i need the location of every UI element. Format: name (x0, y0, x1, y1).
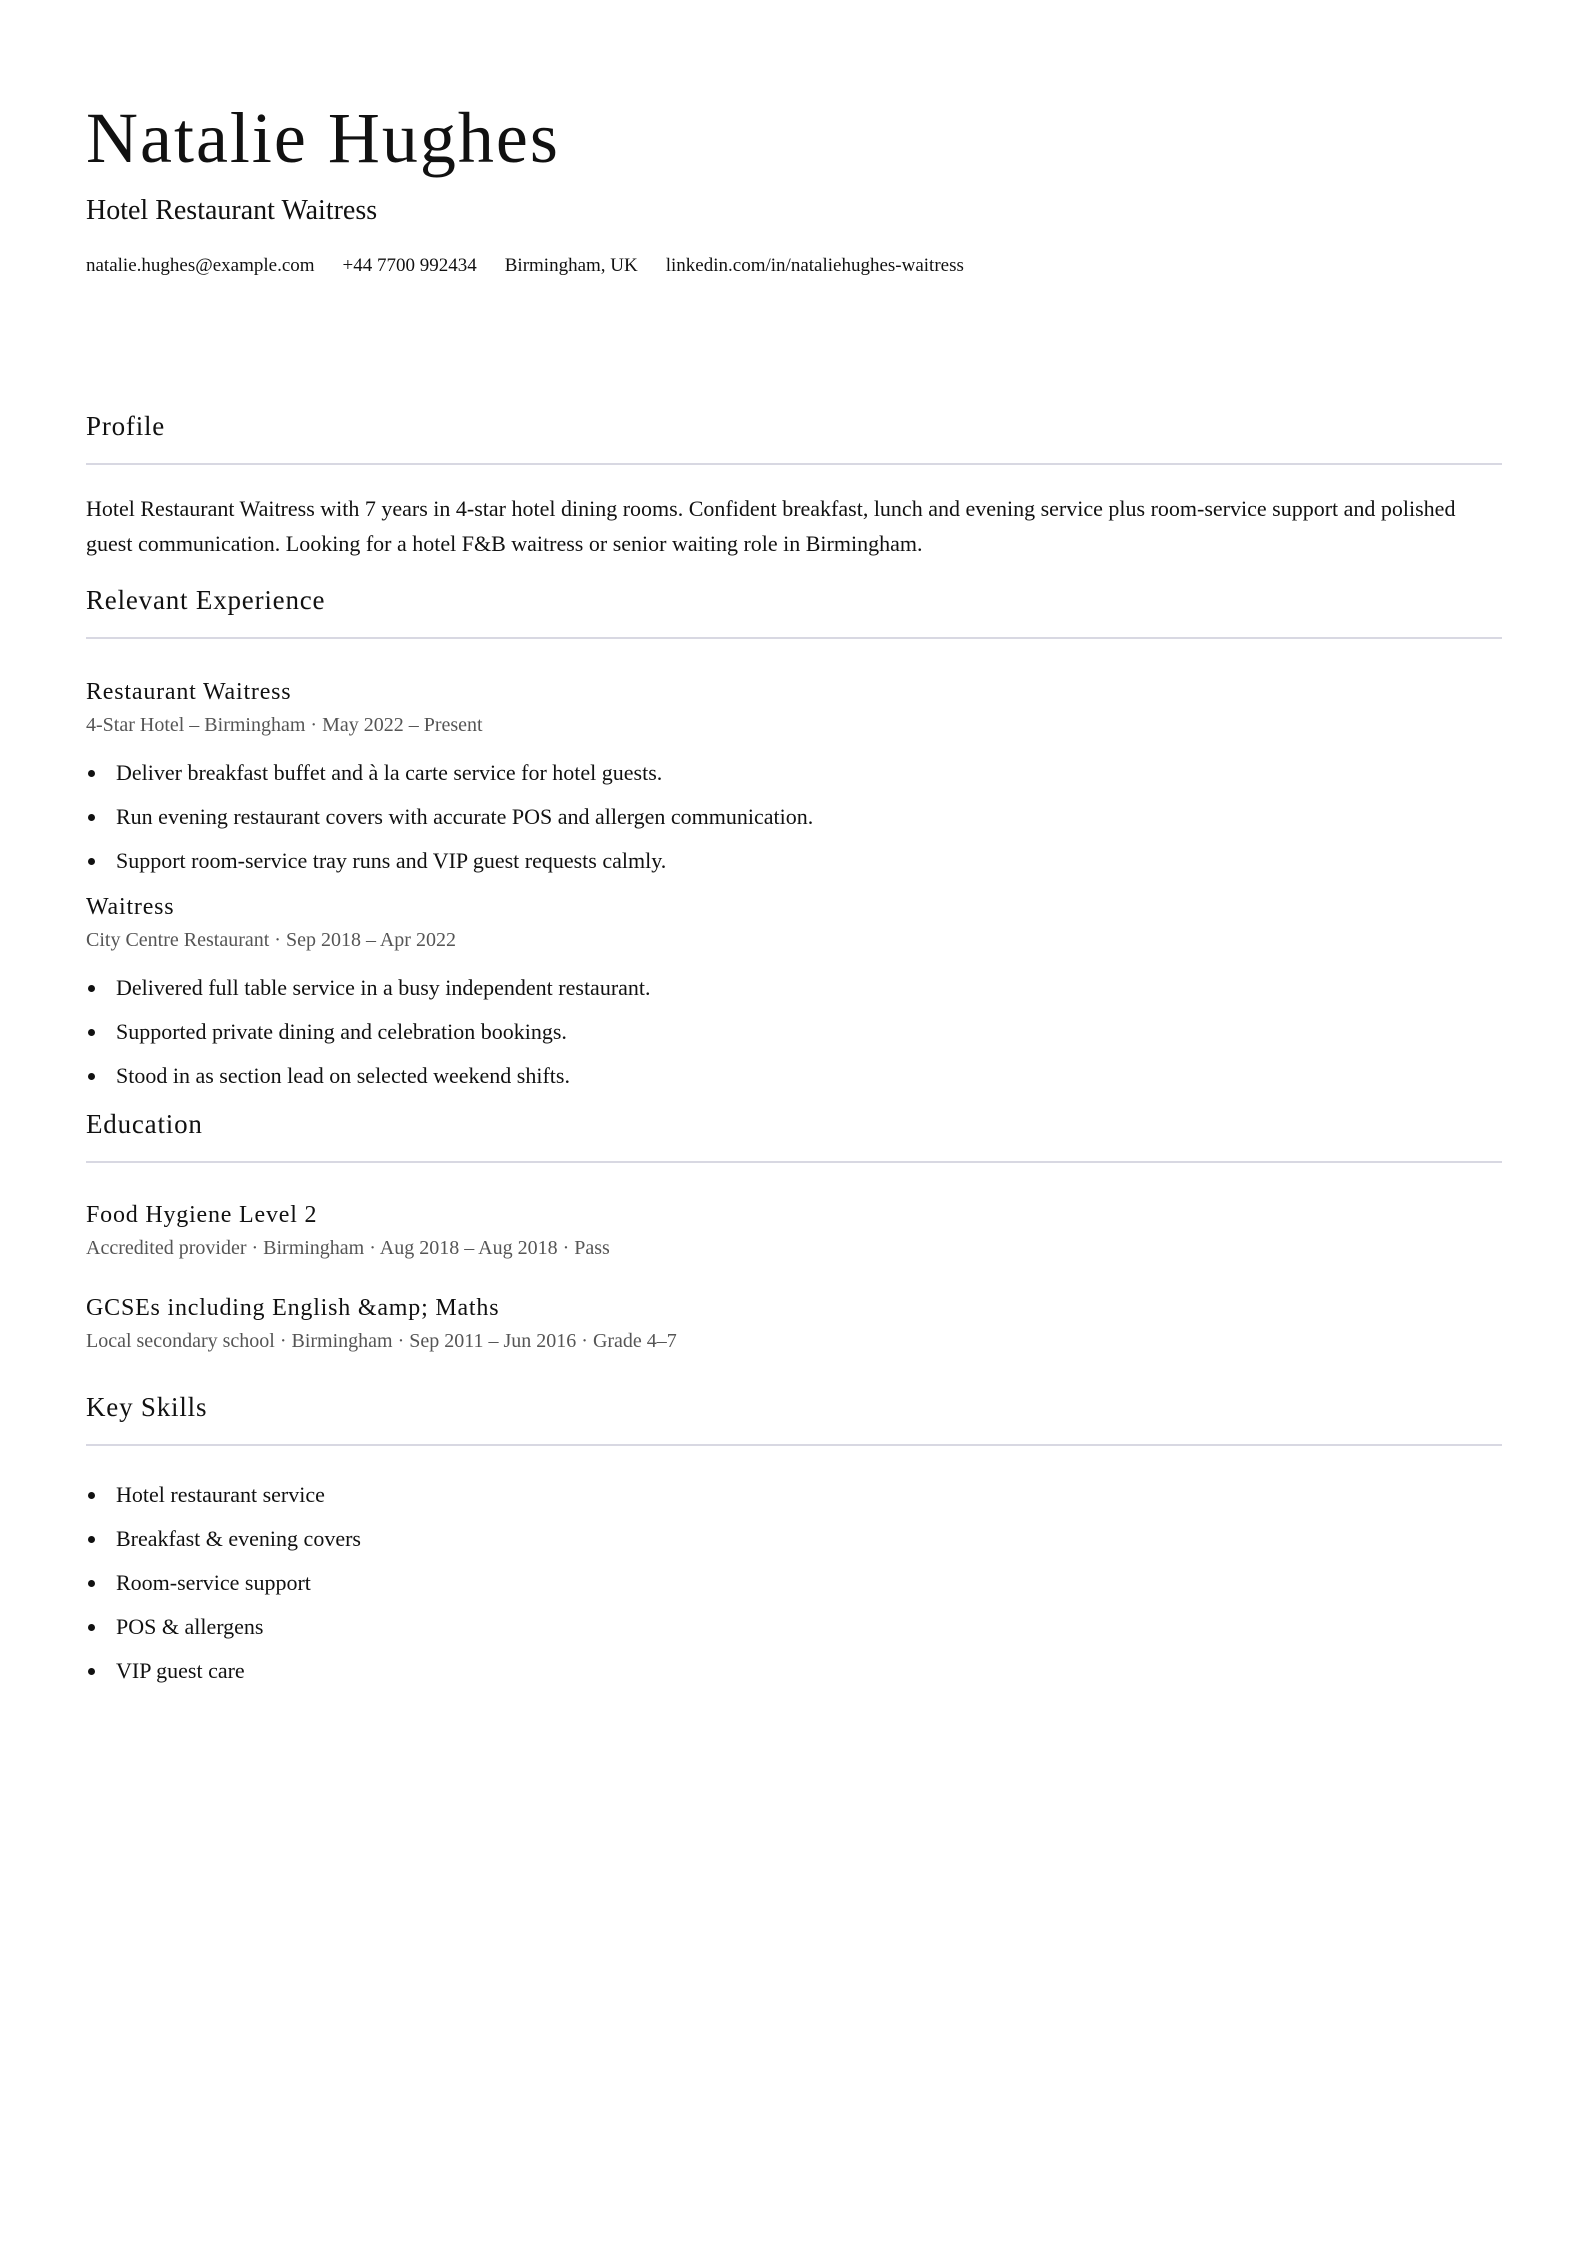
section-divider (86, 637, 1502, 639)
profile-summary: Hotel Restaurant Waitress with 7 years in 4-star hotel dining rooms. Confident breakfast, lunch and evening service plus room-service support and polished guest communication. Looking for a hotel F&B waitress or senior waiting role in Birmingham. (86, 496, 1456, 556)
section-divider (86, 1161, 1502, 1163)
job-bullets (86, 975, 1502, 1089)
profile-section (86, 409, 1502, 561)
section-divider (86, 463, 1502, 465)
skill-item: Breakfast & evening covers (86, 1526, 1502, 1552)
job-bullets (86, 760, 1502, 874)
job-role: Restaurant Waitress (86, 679, 292, 705)
skill-item: VIP guest care (86, 1658, 1502, 1684)
contact-email: natalie.hughes@example.com (86, 255, 315, 276)
candidate-headline: Hotel Restaurant Waitress (86, 195, 378, 226)
skill-item: Room-service support (86, 1570, 1502, 1596)
job-bullet: Stood in as section lead on selected weekend shifts. (86, 1063, 1502, 1089)
job-bullet: Supported private dining and celebration bookings. (86, 1019, 1502, 1045)
job-bullet: Delivered full table service in a busy independent restaurant. (86, 975, 1502, 1001)
education-entry (86, 1293, 1502, 1354)
education-name: Food Hygiene Level 2 (86, 1202, 318, 1228)
section-title-experience: Relevant Experience (86, 585, 326, 615)
skills-section (86, 1390, 1502, 1684)
job-bullet: Support room-service tray runs and VIP guest requests calmly. (86, 848, 1502, 874)
experience-section (86, 583, 1502, 1089)
skills-list (86, 1482, 1502, 1684)
section-title-skills: Key Skills (86, 1392, 208, 1422)
job-bullet: Deliver breakfast buffet and à la carte service for hotel guests. (86, 760, 1502, 786)
candidate-name: Natalie Hughes (86, 98, 560, 178)
skill-item: Hotel restaurant service (86, 1482, 1502, 1508)
contact-phone: +44 7700 992434 (342, 255, 477, 276)
job-meta: 4-Star Hotel – Birmingham · May 2022 – Present (86, 714, 483, 736)
education-name: GCSEs including English &amp; Maths (86, 1295, 500, 1321)
skill-item: POS & allergens (86, 1614, 1502, 1640)
education-section (86, 1107, 1502, 1354)
job-entry (86, 677, 1502, 874)
contact-line (86, 254, 1502, 278)
job-entry (86, 892, 1502, 1089)
contact-location: Birmingham, UK (504, 255, 638, 276)
job-role: Waitress (86, 894, 175, 920)
section-title-profile: Profile (86, 411, 166, 441)
job-bullet: Run evening restaurant covers with accurate POS and allergen communication. (86, 804, 1502, 830)
education-meta: Local secondary school · Birmingham · Sep 2011 – Jun 2016 · Grade 4–7 (86, 1330, 677, 1352)
job-meta: City Centre Restaurant · Sep 2018 – Apr 2022 (86, 929, 456, 951)
resume-header (86, 0, 1502, 278)
section-divider (86, 1444, 1502, 1446)
education-meta: Accredited provider · Birmingham · Aug 2018 – Aug 2018 · Pass (86, 1237, 610, 1259)
contact-linkedin: linkedin.com/in/nataliehughes-waitress (665, 255, 964, 276)
section-title-education: Education (86, 1109, 203, 1139)
education-entry (86, 1200, 1502, 1261)
